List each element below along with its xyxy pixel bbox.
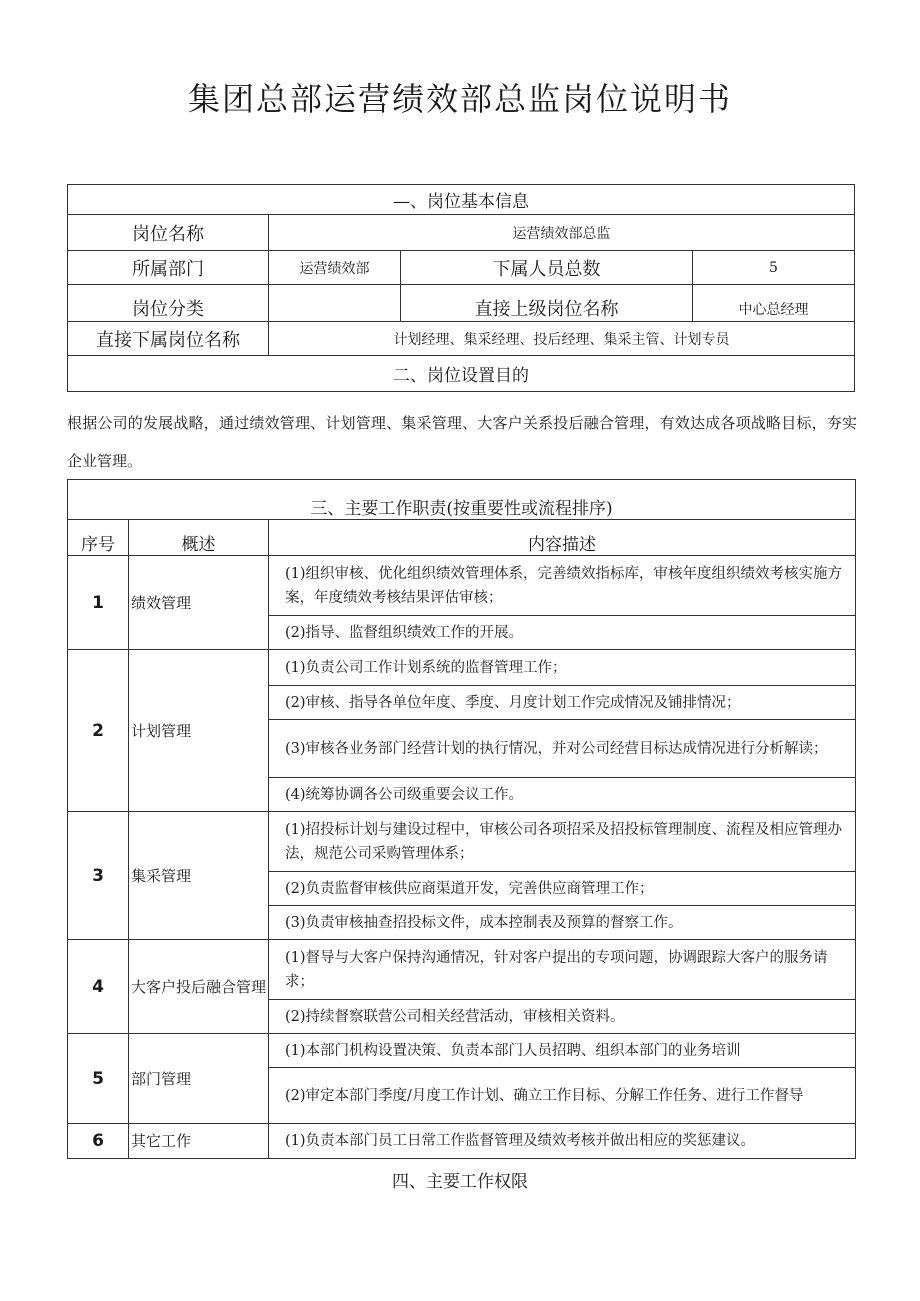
duty-6-number: 6 (68, 1124, 129, 1159)
header-number: 序号 (68, 520, 129, 556)
position-name-value: 运营绩效部总监 (269, 215, 855, 251)
category-value (269, 285, 401, 322)
purpose-section-title: 二、岗位设置目的 (68, 356, 855, 392)
direct-subordinates-label: 直接下属岗位名称 (68, 322, 269, 356)
department-value: 运营绩效部 (269, 251, 401, 285)
position-name-label: 岗位名称 (68, 215, 269, 251)
duty-1-overview: 绩效管理 (129, 556, 269, 650)
header-overview: 概述 (129, 520, 269, 556)
duty-5-desc-1: (1)本部门机构设置决策、负责本部门人员招聘、组织本部门的业务培训 (269, 1034, 856, 1068)
duty-4-desc-2: (2)持续督察联营公司相关经营活动，审核相关资料。 (269, 1000, 856, 1034)
duty-3-desc-1: (1)招投标计划与建设过程中，审核公司各项招采及招投标管理制度、流程及相应管理办法，规范公司采购管理体系； (269, 812, 856, 872)
document-title: 集团总部运营绩效部总监岗位说明书 (187, 80, 732, 118)
basic-info-section-title: —、岗位基本信息 (68, 185, 855, 215)
duties-section-title: 三、主要工作职责(按重要性或流程排序) (68, 480, 856, 520)
duty-1-number: 1 (68, 556, 129, 650)
category-label: 岗位分类 (68, 285, 269, 322)
duty-3-desc-2: (2)负责监督审核供应商渠道开发，完善供应商管理工作； (269, 872, 856, 906)
purpose-text: 根据公司的发展战略，通过绩效管理、计划管理、集采管理、大客户关系投后融合管理，有效达成各项战略目标，夯实企业管理。 (67, 414, 857, 470)
duty-6-overview: 其它工作 (129, 1124, 269, 1159)
duty-6-desc-1: (1)负责本部门员工日常工作监督管理及绩效考核并做出相应的奖惩建议。 (269, 1124, 856, 1159)
basic-info-table (67, 184, 855, 392)
subordinates-count-value: 5 (693, 251, 855, 285)
duty-5-number: 5 (68, 1034, 129, 1124)
duty-3-overview: 集采管理 (129, 812, 269, 940)
duty-1-desc-2: (2)指导、监督组织绩效工作的开展。 (269, 616, 856, 650)
duty-2-desc-3: (3)审核各业务部门经营计划的执行情况，并对公司经营目标达成情况进行分析解读； (269, 720, 856, 778)
duty-2-desc-2: (2)审核、指导各单位年度、季度、月度计划工作完成情况及铺排情况； (269, 686, 856, 720)
superior-label: 直接上级岗位名称 (401, 285, 693, 322)
duty-1-desc-1: (1)组织审核、优化组织绩效管理体系，完善绩效指标库，审核年度组织绩效考核实施方案，年度绩效考核结果评估审核； (269, 556, 856, 616)
subordinates-count-label: 下属人员总数 (401, 251, 693, 285)
duty-5-desc-2: (2)审定本部门季度/月度工作计划、确立工作目标、分解工作任务、进行工作督导 (269, 1068, 856, 1124)
duty-2-desc-1: (1)负责公司工作计划系统的监督管理工作； (269, 650, 856, 686)
duty-2-number: 2 (68, 650, 129, 812)
duty-4-desc-1: (1)督导与大客户保持沟通情况，针对客户提出的专项问题，协调跟踪大客户的服务请求； (269, 940, 856, 1000)
department-label: 所属部门 (68, 251, 269, 285)
direct-subordinates-value: 计划经理、集采经理、投后经理、集采主管、计划专员 (269, 322, 855, 356)
duty-4-number: 4 (68, 940, 129, 1034)
duty-5-overview: 部门管理 (129, 1034, 269, 1124)
duty-3-number: 3 (68, 812, 129, 940)
header-description: 内容描述 (269, 520, 856, 556)
section4-title: 四、主要工作权限 (392, 1172, 528, 1192)
duty-2-overview: 计划管理 (129, 650, 269, 812)
duty-2-desc-4: (4)统筹协调各公司级重要会议工作。 (269, 778, 856, 812)
duty-3-desc-3: (3)负责审核抽查招投标文件，成本控制表及预算的督察工作。 (269, 906, 856, 940)
duties-table (67, 479, 856, 1159)
superior-value: 中心总经理 (693, 285, 855, 322)
duty-4-overview: 大客户投后融合管理 (129, 940, 269, 1034)
